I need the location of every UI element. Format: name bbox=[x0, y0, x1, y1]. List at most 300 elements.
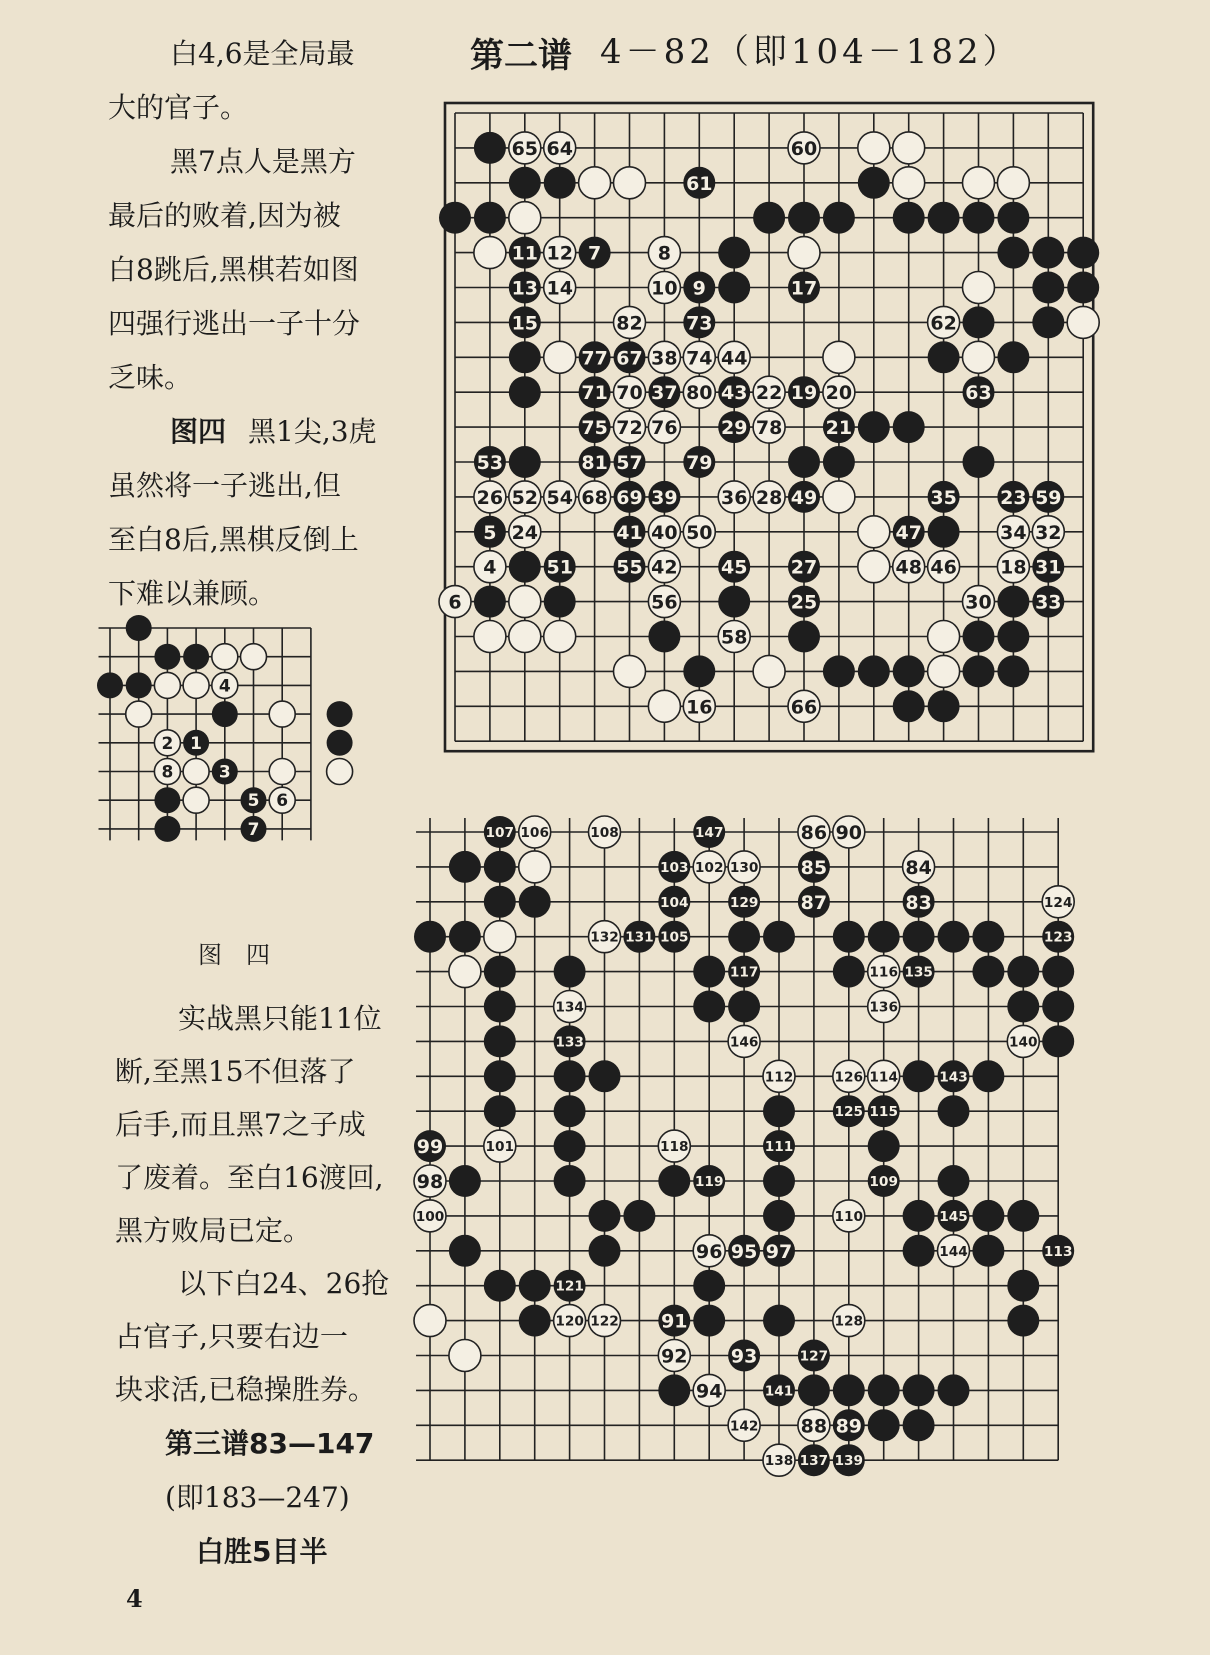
black-stone bbox=[833, 1374, 865, 1406]
white-stone bbox=[963, 272, 995, 304]
black-stone bbox=[938, 1165, 970, 1197]
move-number: 70 bbox=[616, 382, 643, 405]
move-number: 85 bbox=[800, 856, 828, 879]
white-stone bbox=[519, 851, 551, 883]
text-line: 占官子,只要右边一 bbox=[115, 1320, 348, 1353]
black-stone bbox=[519, 1270, 551, 1302]
black-stone bbox=[763, 1200, 795, 1232]
black-stone bbox=[544, 586, 576, 618]
black-stone bbox=[972, 1200, 1004, 1232]
move-number: 110 bbox=[834, 1208, 864, 1225]
move-number: 54 bbox=[546, 486, 573, 509]
black-stone bbox=[1007, 1200, 1039, 1232]
black-stone bbox=[484, 1095, 516, 1127]
move-number: 9 bbox=[692, 277, 706, 300]
move-number: 59 bbox=[1035, 486, 1062, 509]
move-number: 75 bbox=[581, 417, 608, 440]
move-number: 79 bbox=[686, 452, 713, 474]
black-stone bbox=[554, 1165, 586, 1197]
black-stone bbox=[823, 655, 855, 687]
black-stone bbox=[718, 237, 750, 269]
move-number: 45 bbox=[720, 556, 748, 579]
move-number: 51 bbox=[546, 556, 573, 579]
move-number: 96 bbox=[695, 1240, 723, 1263]
black-stone bbox=[589, 1200, 621, 1232]
move-number: 35 bbox=[930, 486, 957, 509]
move-number: 81 bbox=[581, 452, 608, 474]
move-number: 140 bbox=[1009, 1034, 1038, 1051]
move-number: 39 bbox=[651, 486, 678, 509]
text-line: 后手,而且黑7之子成 bbox=[115, 1108, 366, 1141]
white-stone bbox=[858, 132, 890, 164]
black-stone bbox=[997, 202, 1029, 234]
move-number: 31 bbox=[1035, 556, 1062, 579]
move-number: 102 bbox=[694, 859, 724, 876]
black-stone bbox=[693, 1305, 725, 1337]
black-stone bbox=[833, 921, 865, 953]
black-stone bbox=[183, 644, 209, 670]
move-number: 139 bbox=[834, 1453, 864, 1470]
move-number: 147 bbox=[694, 825, 724, 841]
black-stone bbox=[683, 655, 715, 687]
black-stone bbox=[903, 1235, 935, 1267]
move-number: 137 bbox=[799, 1453, 829, 1470]
diagram-title-prefix: 第二谱 bbox=[470, 36, 572, 76]
move-number: 63 bbox=[965, 382, 992, 405]
move-number: 48 bbox=[895, 556, 922, 579]
black-stone bbox=[658, 1374, 690, 1406]
black-stone bbox=[963, 202, 995, 234]
move-number: 40 bbox=[651, 521, 678, 544]
white-stone bbox=[509, 621, 541, 653]
black-stone bbox=[963, 446, 995, 478]
move-number: 46 bbox=[930, 556, 957, 579]
black-stone bbox=[858, 411, 890, 443]
black-stone bbox=[763, 921, 795, 953]
move-number: 114 bbox=[869, 1069, 898, 1086]
move-number: 32 bbox=[1035, 521, 1062, 544]
black-stone bbox=[963, 655, 995, 687]
black-stone bbox=[1067, 237, 1099, 269]
black-stone bbox=[938, 921, 970, 953]
black-stone bbox=[893, 655, 925, 687]
black-stone bbox=[509, 446, 541, 478]
move-number: 15 bbox=[511, 312, 539, 335]
move-number: 68 bbox=[581, 486, 608, 509]
move-number: 36 bbox=[720, 486, 748, 509]
move-number: 146 bbox=[729, 1034, 759, 1051]
move-number: 7 bbox=[247, 819, 260, 840]
move-number: 95 bbox=[730, 1240, 758, 1263]
text-line: 虽然将一子逃出,但 bbox=[108, 469, 341, 502]
black-stone bbox=[519, 886, 551, 918]
white-stone bbox=[648, 690, 680, 722]
white-stone bbox=[183, 787, 209, 813]
text-line: 黑方败局已定。 bbox=[115, 1214, 312, 1247]
black-stone bbox=[788, 202, 820, 234]
black-stone bbox=[1067, 272, 1099, 304]
black-stone bbox=[1007, 991, 1039, 1023]
white-stone bbox=[241, 644, 267, 670]
black-stone bbox=[928, 341, 960, 373]
move-number: 22 bbox=[755, 382, 783, 405]
white-stone bbox=[544, 341, 576, 373]
black-stone bbox=[509, 376, 541, 408]
black-stone bbox=[589, 1235, 621, 1267]
move-number: 100 bbox=[415, 1208, 445, 1225]
white-stone bbox=[509, 586, 541, 618]
white-stone bbox=[614, 167, 646, 199]
white-stone bbox=[449, 1340, 481, 1372]
move-number: 86 bbox=[800, 822, 828, 844]
move-number: 21 bbox=[825, 417, 853, 440]
move-number: 41 bbox=[616, 521, 643, 544]
move-number: 98 bbox=[416, 1171, 444, 1193]
black-stone bbox=[126, 615, 152, 641]
black-stone bbox=[449, 851, 481, 883]
move-number: 119 bbox=[694, 1174, 724, 1190]
white-stone bbox=[893, 167, 925, 199]
move-number: 82 bbox=[616, 312, 643, 335]
white-stone bbox=[1067, 306, 1099, 338]
move-number: 65 bbox=[511, 137, 539, 160]
move-number: 23 bbox=[1000, 486, 1027, 509]
black-stone bbox=[972, 956, 1004, 988]
white-stone bbox=[823, 341, 855, 373]
black-stone bbox=[623, 1200, 655, 1232]
white-stone bbox=[154, 672, 180, 698]
white-stone bbox=[614, 655, 646, 687]
move-number: 60 bbox=[790, 137, 818, 160]
white-stone bbox=[858, 516, 890, 548]
white-stone bbox=[509, 202, 541, 234]
black-stone bbox=[519, 1305, 551, 1337]
black-stone bbox=[484, 1025, 516, 1057]
move-number: 87 bbox=[800, 891, 828, 914]
black-stone bbox=[484, 956, 516, 988]
move-number: 88 bbox=[800, 1415, 828, 1438]
move-number: 4 bbox=[483, 556, 497, 579]
black-stone bbox=[449, 1235, 481, 1267]
white-stone bbox=[474, 621, 506, 653]
black-stone bbox=[833, 956, 865, 988]
black-stone bbox=[788, 621, 820, 653]
black-stone bbox=[474, 132, 506, 164]
move-number: 16 bbox=[686, 696, 713, 719]
black-stone bbox=[763, 1095, 795, 1127]
black-stone bbox=[928, 202, 960, 234]
white-stone bbox=[327, 759, 353, 785]
move-number: 28 bbox=[755, 486, 783, 509]
move-number: 5 bbox=[247, 791, 260, 812]
move-number: 103 bbox=[660, 859, 689, 876]
move-number: 115 bbox=[869, 1104, 898, 1121]
part3-subtitle: (即183—247) bbox=[165, 1481, 350, 1514]
move-number: 77 bbox=[581, 347, 608, 370]
move-number: 34 bbox=[1000, 521, 1027, 544]
black-stone bbox=[963, 621, 995, 653]
black-stone bbox=[554, 1130, 586, 1162]
black-stone bbox=[788, 446, 820, 478]
black-stone bbox=[509, 167, 541, 199]
black-stone bbox=[212, 701, 238, 727]
black-stone bbox=[728, 991, 760, 1023]
move-number: 136 bbox=[869, 999, 898, 1016]
move-number: 61 bbox=[686, 172, 713, 195]
black-stone bbox=[1042, 991, 1074, 1023]
white-stone bbox=[474, 237, 506, 269]
black-stone bbox=[903, 1374, 935, 1406]
black-stone bbox=[823, 202, 855, 234]
black-stone bbox=[484, 1060, 516, 1092]
move-number: 144 bbox=[939, 1243, 968, 1260]
move-number: 117 bbox=[729, 964, 759, 981]
move-number: 69 bbox=[616, 486, 643, 509]
black-stone bbox=[97, 672, 123, 698]
white-stone bbox=[449, 956, 481, 988]
move-number: 49 bbox=[790, 486, 818, 509]
move-number: 109 bbox=[869, 1174, 898, 1190]
move-number: 132 bbox=[590, 929, 619, 946]
black-stone bbox=[1007, 1305, 1039, 1337]
white-stone bbox=[858, 551, 890, 583]
black-stone bbox=[798, 1374, 830, 1406]
black-stone bbox=[1007, 1270, 1039, 1302]
white-stone bbox=[269, 701, 295, 727]
move-number: 129 bbox=[729, 894, 759, 911]
black-stone bbox=[997, 655, 1029, 687]
move-number: 56 bbox=[651, 591, 678, 614]
black-stone bbox=[903, 921, 935, 953]
move-number: 111 bbox=[764, 1139, 794, 1156]
move-number: 24 bbox=[511, 521, 539, 544]
move-number: 138 bbox=[764, 1453, 794, 1470]
black-stone bbox=[763, 1165, 795, 1197]
black-stone bbox=[544, 167, 576, 199]
black-stone bbox=[997, 237, 1029, 269]
black-stone bbox=[997, 341, 1029, 373]
black-stone bbox=[449, 921, 481, 953]
move-number: 93 bbox=[730, 1345, 758, 1368]
game-result: 白胜5目半 bbox=[196, 1535, 328, 1568]
fig4-go-board bbox=[100, 628, 380, 918]
black-stone bbox=[589, 1060, 621, 1092]
text-line: 乏味。 bbox=[108, 361, 193, 394]
move-number: 66 bbox=[790, 696, 818, 719]
move-number: 8 bbox=[161, 762, 174, 783]
move-number: 53 bbox=[476, 452, 504, 474]
white-stone bbox=[544, 621, 576, 653]
move-number: 37 bbox=[651, 382, 678, 405]
move-number: 17 bbox=[790, 277, 818, 300]
move-number: 7 bbox=[587, 242, 602, 265]
black-stone bbox=[972, 1235, 1004, 1267]
move-number: 101 bbox=[485, 1139, 515, 1156]
move-number: 33 bbox=[1035, 591, 1062, 614]
black-stone bbox=[484, 851, 516, 883]
black-stone bbox=[1032, 272, 1064, 304]
move-number: 30 bbox=[965, 591, 992, 614]
white-stone bbox=[823, 481, 855, 513]
black-stone bbox=[868, 1374, 900, 1406]
white-stone bbox=[753, 655, 785, 687]
black-stone bbox=[963, 306, 995, 338]
text-line: 下难以兼顾。 bbox=[108, 577, 277, 610]
move-number: 26 bbox=[476, 486, 504, 509]
move-number: 57 bbox=[616, 452, 643, 474]
black-stone bbox=[1042, 1025, 1074, 1057]
black-stone bbox=[484, 1270, 516, 1302]
move-number: 55 bbox=[616, 556, 643, 579]
black-stone bbox=[474, 586, 506, 618]
move-number: 108 bbox=[590, 825, 619, 841]
move-number: 143 bbox=[939, 1069, 968, 1086]
black-stone bbox=[154, 644, 180, 670]
move-number: 142 bbox=[729, 1418, 759, 1435]
move-number: 121 bbox=[555, 1278, 584, 1295]
move-number: 125 bbox=[834, 1104, 864, 1121]
move-number: 130 bbox=[729, 859, 759, 876]
white-stone bbox=[126, 701, 152, 727]
move-number: 105 bbox=[660, 929, 689, 946]
move-number: 19 bbox=[790, 382, 818, 405]
move-number: 44 bbox=[720, 347, 748, 370]
move-number: 38 bbox=[651, 347, 678, 370]
diagram3-go-board bbox=[415, 822, 1130, 1512]
move-number: 11 bbox=[511, 242, 539, 265]
move-number: 135 bbox=[904, 964, 933, 981]
black-stone bbox=[893, 690, 925, 722]
black-stone bbox=[753, 202, 785, 234]
black-stone bbox=[903, 1060, 935, 1092]
black-stone bbox=[903, 1409, 935, 1441]
text-line: 四强行逃出一子十分 bbox=[108, 307, 361, 340]
black-stone bbox=[1032, 237, 1064, 269]
text-line: 块求活,已稳操胜券。 bbox=[115, 1373, 376, 1406]
move-number: 67 bbox=[616, 347, 643, 370]
move-number: 2 bbox=[161, 733, 174, 754]
move-number: 6 bbox=[276, 791, 289, 812]
move-number: 83 bbox=[905, 891, 932, 914]
move-number: 4 bbox=[218, 676, 231, 697]
move-number: 99 bbox=[416, 1136, 444, 1159]
move-number: 128 bbox=[834, 1313, 864, 1330]
move-number: 25 bbox=[790, 591, 818, 614]
black-stone bbox=[997, 621, 1029, 653]
move-number: 58 bbox=[720, 626, 748, 649]
black-stone bbox=[903, 1200, 935, 1232]
diagram-title-moves: 4－82（即104－182） bbox=[600, 32, 1021, 72]
black-stone bbox=[414, 921, 446, 953]
move-number: 97 bbox=[765, 1240, 793, 1263]
text-line: 大的官子。 bbox=[108, 91, 249, 124]
move-number: 120 bbox=[555, 1313, 584, 1330]
move-number: 113 bbox=[1043, 1243, 1073, 1260]
move-number: 91 bbox=[661, 1310, 688, 1333]
black-stone bbox=[858, 167, 890, 199]
fig4-heading: 图四 bbox=[170, 415, 227, 448]
black-stone bbox=[484, 886, 516, 918]
move-number: 84 bbox=[905, 856, 932, 879]
move-number: 107 bbox=[485, 825, 515, 841]
move-number: 8 bbox=[657, 242, 672, 265]
black-stone bbox=[554, 1095, 586, 1127]
black-stone bbox=[1032, 306, 1064, 338]
move-number: 80 bbox=[686, 382, 713, 405]
black-stone bbox=[823, 446, 855, 478]
fig4-caption: 图四 bbox=[198, 941, 294, 969]
text-line: 白4,6是全局最 bbox=[170, 37, 355, 70]
move-number: 122 bbox=[590, 1313, 619, 1330]
black-stone bbox=[938, 1374, 970, 1406]
black-stone bbox=[718, 586, 750, 618]
black-stone bbox=[928, 516, 960, 548]
page-number: 4 bbox=[126, 1584, 143, 1613]
black-stone bbox=[858, 655, 890, 687]
move-number: 134 bbox=[555, 999, 584, 1016]
move-number: 106 bbox=[520, 825, 549, 841]
move-number: 50 bbox=[686, 521, 713, 544]
black-stone bbox=[1042, 956, 1074, 988]
black-stone bbox=[728, 921, 760, 953]
part3-title: 第三谱83—147 bbox=[165, 1427, 375, 1460]
move-number: 72 bbox=[616, 417, 643, 440]
move-number: 127 bbox=[799, 1348, 829, 1365]
black-stone bbox=[893, 411, 925, 443]
move-number: 12 bbox=[546, 242, 573, 265]
move-number: 64 bbox=[546, 137, 573, 160]
text-line: 实战黑只能11位 bbox=[178, 1002, 382, 1035]
move-number: 74 bbox=[686, 347, 713, 370]
white-stone bbox=[579, 167, 611, 199]
black-stone bbox=[1007, 956, 1039, 988]
move-number: 133 bbox=[555, 1034, 584, 1051]
move-number: 89 bbox=[835, 1415, 863, 1438]
white-stone bbox=[928, 621, 960, 653]
black-stone bbox=[997, 586, 1029, 618]
move-number: 47 bbox=[895, 521, 922, 544]
move-number: 124 bbox=[1043, 894, 1073, 911]
move-number: 3 bbox=[218, 762, 231, 783]
black-stone bbox=[439, 202, 471, 234]
white-stone bbox=[893, 132, 925, 164]
black-stone bbox=[658, 1165, 690, 1197]
black-stone bbox=[154, 787, 180, 813]
black-stone bbox=[868, 921, 900, 953]
black-stone bbox=[693, 956, 725, 988]
move-number: 90 bbox=[835, 822, 863, 844]
white-stone bbox=[788, 237, 820, 269]
white-stone bbox=[269, 759, 295, 785]
black-stone bbox=[868, 1130, 900, 1162]
black-stone bbox=[648, 621, 680, 653]
move-number: 131 bbox=[625, 929, 654, 946]
move-number: 126 bbox=[834, 1069, 864, 1086]
move-number: 94 bbox=[695, 1380, 723, 1403]
black-stone bbox=[554, 956, 586, 988]
move-number: 116 bbox=[869, 964, 898, 981]
move-number: 29 bbox=[720, 417, 748, 440]
move-number: 42 bbox=[651, 556, 678, 579]
text-line: 至白8后,黑棋反倒上 bbox=[108, 523, 359, 556]
text-line: 黑7点人是黑方 bbox=[170, 145, 356, 178]
black-stone bbox=[972, 1060, 1004, 1092]
black-stone bbox=[154, 816, 180, 842]
diagram2-go-board bbox=[420, 70, 1130, 750]
white-stone bbox=[212, 644, 238, 670]
white-stone bbox=[484, 921, 516, 953]
move-number: 141 bbox=[764, 1383, 794, 1400]
